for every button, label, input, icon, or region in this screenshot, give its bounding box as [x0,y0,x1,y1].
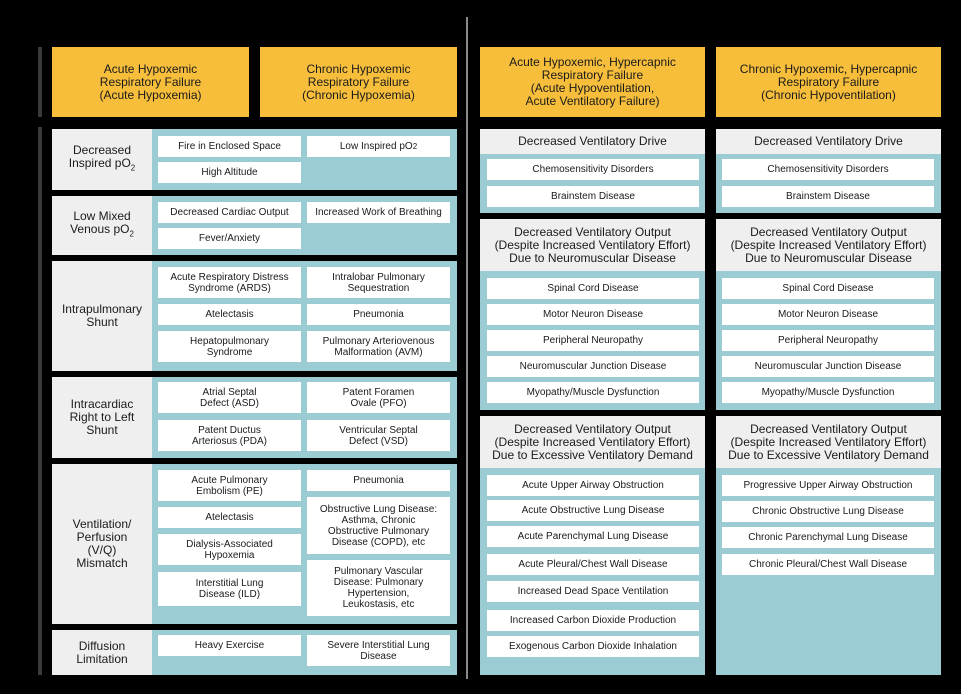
chronic-nm-item: Peripheral Neuropathy [722,330,934,351]
left-accent-line-lower [38,127,42,675]
acute-nm-item: Neuromuscular Junction Disease [487,356,699,377]
item-work-breathing: Increased Work of Breathing [307,202,450,223]
acute-demand-item: Increased Carbon Dioxide Production [487,610,699,631]
item-pneumonia: Pneumonia [307,304,450,325]
center-divider [466,17,468,679]
left-accent-line [38,47,42,117]
label-decreased-inspired-sub: 2 [130,163,136,173]
item-low-inspired [307,136,450,157]
chronic-drive-title: Decreased Ventilatory Drive [716,129,941,154]
item-vq-pneumonia: Pneumonia [307,470,450,491]
chronic-nm-item: Neuromuscular Junction Disease [722,356,934,377]
acute-demand-item: Acute Parenchymal Lung Disease [487,526,699,547]
acute-demand-item: Increased Dead Space Ventilation [487,581,699,602]
label-low-mixed-text: Venous pO [70,222,130,237]
item-avm: Pulmonary Arteriovenous Malformation (AVM) [307,331,450,362]
label-low-mixed [52,196,152,255]
item-ards: Acute Respiratory Distress Syndrome (ARDS) [158,267,301,298]
acute-drive-title: Decreased Ventilatory Drive [480,129,705,154]
acute-demand-item: Acute Upper Airway Obstruction [487,475,699,496]
acute-demand-item: Acute Obstructive Lung Disease [487,500,699,521]
acute-nm-title: Decreased Ventilatory Output (Despite Increased Ventilatory Effort) Due to Neuromuscular Disease [480,219,705,271]
item-dialysis: Dialysis-Associated Hypoxemia [158,534,301,565]
chronic-demand-item: Chronic Pleural/Chest Wall Disease [722,554,934,575]
label-decreased-inspired [52,129,152,190]
acute-nm-item: Peripheral Neuropathy [487,330,699,351]
item-vsd: Ventricular Septal Defect (VSD) [307,420,450,451]
acute-drive-item: Chemosensitivity Disorders [487,159,699,180]
label-decreased-inspired-text: Inspired pO [68,156,131,171]
label-decreased-inspired-line1: Decreased [72,143,132,158]
chronic-drive-item: Brainstem Disease [722,186,934,207]
item-atelectasis: Atelectasis [158,304,301,325]
item-fever: Fever/Anxiety [158,228,301,249]
item-low-inspired-text: Low Inspired pO [339,141,413,152]
acute-nm-item: Spinal Cord Disease [487,278,699,299]
acute-demand-item: Acute Pleural/Chest Wall Disease [487,554,699,575]
chronic-demand-item: Chronic Parenchymal Lung Disease [722,527,934,548]
item-vq-atelectasis: Atelectasis [158,507,301,528]
label-vq-mismatch: Ventilation/ Perfusion (V/Q) Mismatch [52,464,152,624]
label-low-mixed-sub: 2 [129,229,134,239]
chronic-drive-item: Chemosensitivity Disorders [722,159,934,180]
chronic-nm-item: Motor Neuron Disease [722,304,934,325]
item-fire: Fire in Enclosed Space [158,136,301,157]
header-acute-hypercapnic: Acute Hypoxemic, Hypercapnic Respiratory Failure (Acute Hypoventilation, Acute Ventilatory Failure) [480,47,705,117]
item-cardiac-output: Decreased Cardiac Output [158,202,301,223]
item-copd: Obstructive Lung Disease: Asthma, Chronic Obstructive Pulmonary Disease (COPD), etc [307,497,450,554]
chronic-nm-item: Spinal Cord Disease [722,278,934,299]
acute-demand-item: Exogenous Carbon Dioxide Inhalation [487,636,699,657]
item-sequestration: Intralobar Pulmonary Sequestration [307,267,450,298]
header-chronic-hypoxemic: Chronic Hypoxemic Respiratory Failure (Chronic Hypoxemia) [260,47,457,117]
item-high-altitude: High Altitude [158,162,301,183]
label-diffusion: Diffusion Limitation [52,630,152,675]
label-low-mixed-line2 [70,223,134,240]
header-acute-hypoxemic: Acute Hypoxemic Respiratory Failure (Acute Hypoxemia) [52,47,249,117]
chronic-nm-item: Myopathy/Muscle Dysfunction [722,382,934,403]
label-low-mixed-line1: Low Mixed [73,209,131,224]
item-pulm-vascular: Pulmonary Vascular Disease: Pulmonary Hypertension, Leukostasis, etc [307,560,450,616]
chronic-demand-title: Decreased Ventilatory Output (Despite Increased Ventilatory Effort) Due to Excessive Ventilatory Demand [716,416,941,468]
item-pda: Patent Ductus Arteriosus (PDA) [158,420,301,451]
label-intrapulmonary: Intrapulmonary Shunt [52,261,152,371]
chronic-demand-item: Chronic Obstructive Lung Disease [722,501,934,522]
acute-drive-item: Brainstem Disease [487,186,699,207]
item-pe: Acute Pulmonary Embolism (PE) [158,470,301,501]
item-pfo: Patent Foramen Ovale (PFO) [307,382,450,413]
label-decreased-inspired-line2 [69,157,136,174]
chronic-nm-title: Decreased Ventilatory Output (Despite Increased Ventilatory Effort) Due to Neuromuscular Disease [716,219,941,271]
item-asd: Atrial Septal Defect (ASD) [158,382,301,413]
chronic-demand-item: Progressive Upper Airway Obstruction [722,475,934,496]
label-intracardiac: Intracardiac Right to Left Shunt [52,377,152,458]
item-ild: Interstitial Lung Disease (ILD) [158,572,301,606]
item-hepatopulmonary: Hepatopulmonary Syndrome [158,331,301,362]
acute-demand-title: Decreased Ventilatory Output (Despite Increased Ventilatory Effort) Due to Excessive Ventilatory Demand [480,416,705,468]
item-low-inspired-sup: 2 [412,142,418,151]
item-severe-ild: Severe Interstitial Lung Disease [307,635,450,666]
acute-nm-item: Myopathy/Muscle Dysfunction [487,382,699,403]
item-heavy-exercise: Heavy Exercise [158,635,301,656]
header-chronic-hypercapnic: Chronic Hypoxemic, Hypercapnic Respiratory Failure (Chronic Hypoventilation) [716,47,941,117]
acute-nm-item: Motor Neuron Disease [487,304,699,325]
